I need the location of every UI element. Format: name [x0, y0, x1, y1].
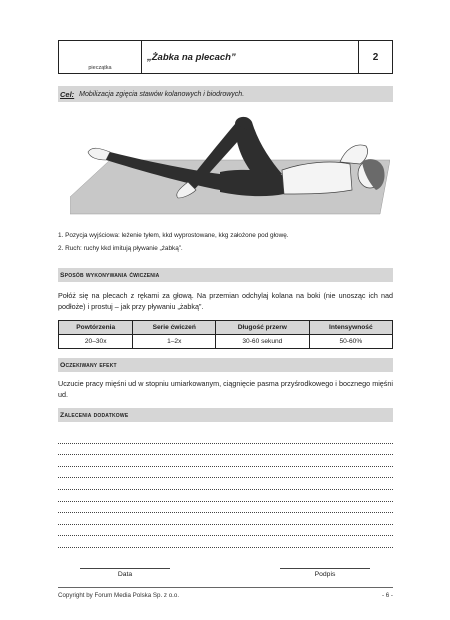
table-header-repetitions: Powtórzenia — [59, 321, 133, 335]
step-item: 2. Ruch: ruchy kkd imitują pływanie „żabką”. — [58, 244, 183, 252]
table-header-series: Serie ćwiczeń — [133, 321, 216, 335]
goal-text: Mobilizacja zgięcia stawów kolanowych i biodrowych. — [79, 90, 245, 98]
goal-bar — [58, 86, 393, 102]
table-cell-repetitions: 20–30x — [59, 335, 133, 349]
header-box — [58, 40, 393, 74]
writing-line[interactable] — [58, 502, 393, 514]
stamp-label: pieczątka — [88, 65, 112, 71]
table-header-row — [59, 321, 393, 335]
copyright-text: Copyright by Forum Media Polska Sp. z o.o. — [58, 592, 180, 599]
table-row — [59, 335, 393, 349]
writing-line[interactable] — [58, 490, 393, 502]
writing-line[interactable] — [58, 432, 393, 444]
signature-block[interactable] — [280, 568, 370, 578]
writing-line[interactable] — [58, 455, 393, 467]
recommendations-lines[interactable] — [58, 432, 393, 548]
signature-line[interactable] — [280, 568, 370, 569]
effect-text: Uczucie pracy mięśni ud w stopniu umiarkowanym, ciągnięcie pasma przyśrodkowego i bocznego mięśni ud. — [58, 379, 393, 399]
effect-heading: Oczekiwany efekt — [58, 358, 393, 372]
exercise-title: „Żabka na plecach” — [142, 41, 359, 73]
date-signature-block[interactable] — [80, 568, 170, 578]
writing-line[interactable] — [58, 444, 393, 456]
exercise-illustration — [70, 112, 390, 224]
page-number: - 6 - — [381, 592, 393, 599]
table-header-intensity: Intensywność — [309, 321, 392, 335]
writing-line[interactable] — [58, 536, 393, 548]
parameters-table — [58, 320, 393, 349]
table-header-break: Długość przerw — [216, 321, 310, 335]
table-cell-intensity: 50-60% — [309, 335, 392, 349]
exercise-number: 2 — [372, 51, 379, 63]
table-cell-break: 30-60 sekund — [216, 335, 310, 349]
writing-line[interactable] — [58, 478, 393, 490]
date-line[interactable] — [80, 568, 170, 569]
signature-label: Podpis — [314, 571, 336, 578]
page-footer — [58, 587, 393, 599]
writing-line[interactable] — [58, 467, 393, 479]
method-text: Połóż się na plecach z rękami za głową. Na przemian odchylaj kolana na boki (nie unosząc ich nad podłoże) i prostuj – jak przy pływaniu „żabką”. — [58, 291, 393, 311]
foot-straight — [88, 148, 110, 160]
recommendations-heading: Zalecenia dodatkowe — [58, 408, 393, 422]
writing-line[interactable] — [58, 525, 393, 537]
method-heading: Sposób wykonywania ćwiczenia — [58, 268, 393, 282]
steps-list — [58, 230, 393, 255]
writing-line[interactable] — [58, 513, 393, 525]
date-label: Data — [117, 571, 133, 578]
goal-label: Cel: — [60, 89, 75, 99]
table-cell-series: 1–2x — [133, 335, 216, 349]
step-item: 1. Pozycja wyjściowa: leżenie tyłem, kkd wyprostowane, kkg założone pod głowę. — [58, 232, 289, 239]
stamp-cell — [59, 41, 142, 73]
torso — [282, 162, 352, 194]
hip — [220, 170, 285, 196]
